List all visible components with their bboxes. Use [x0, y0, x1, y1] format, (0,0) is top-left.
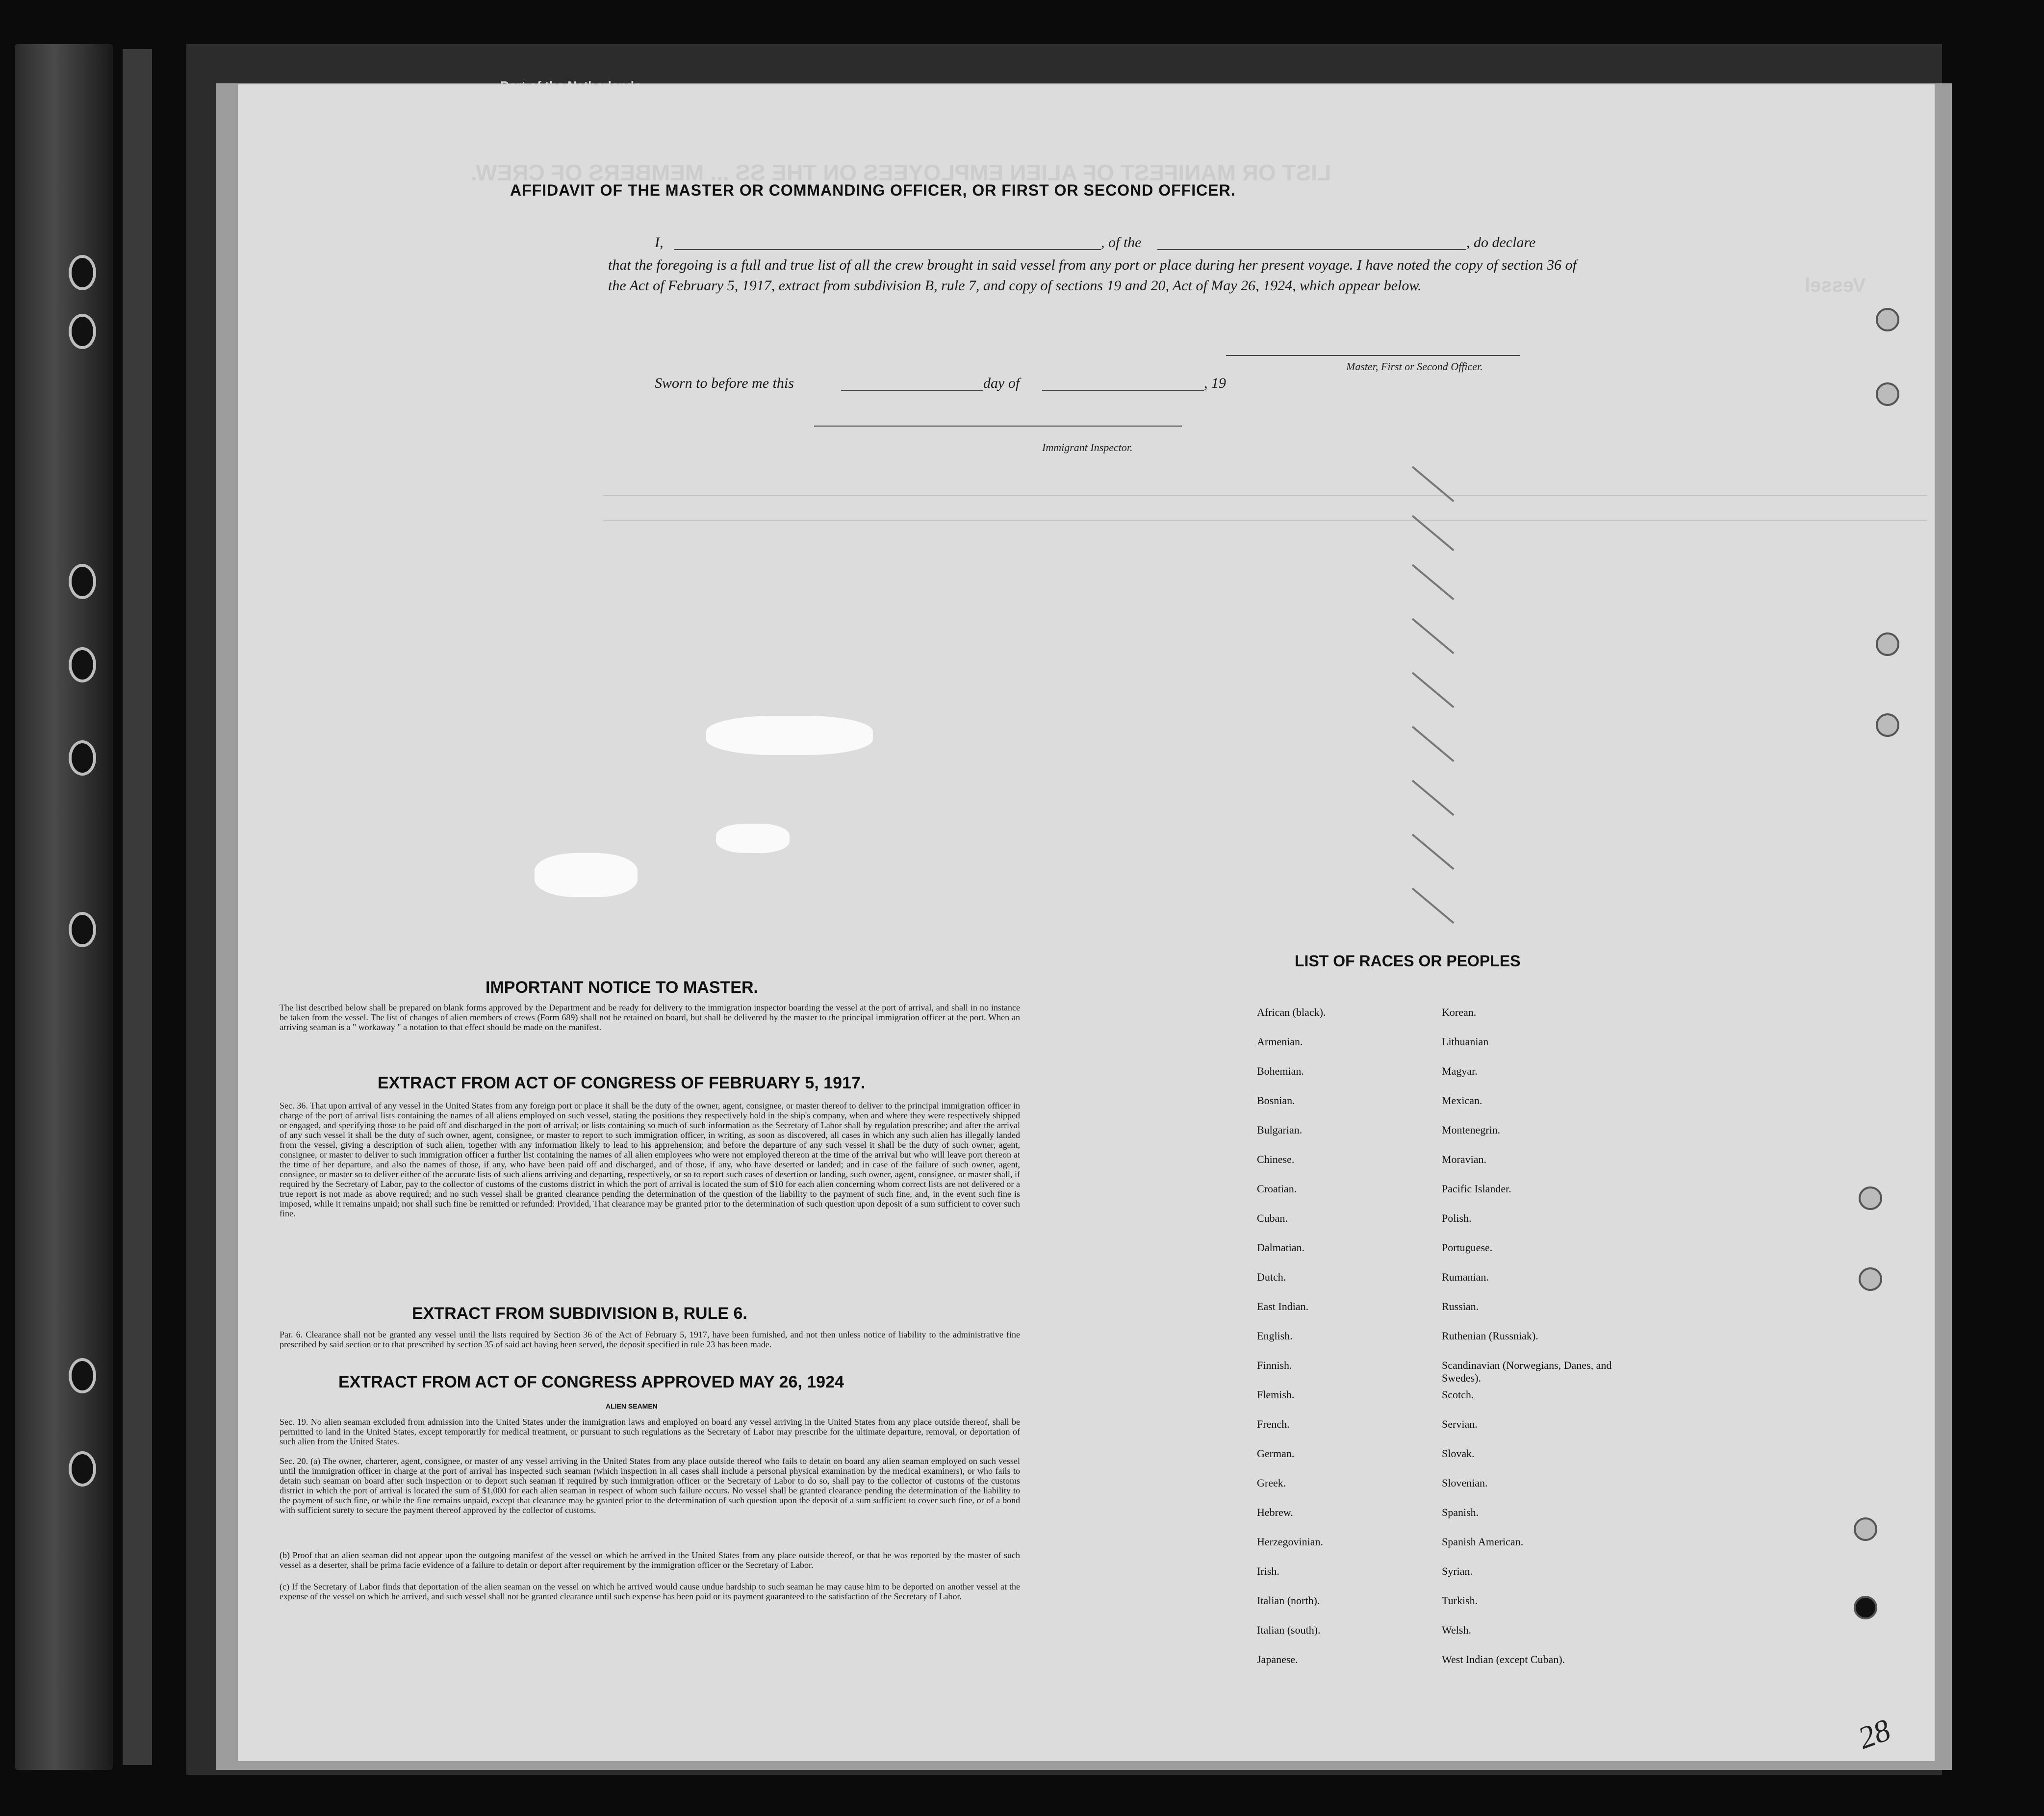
race-right: Ruthenian (Russniak).	[1442, 1330, 1538, 1342]
name-line	[674, 249, 1101, 250]
race-right: Slovenian.	[1442, 1477, 1488, 1489]
race-left: Japanese.	[1257, 1653, 1298, 1665]
affidavit-text: that the foregoing is a full and true list of all the crew brought in said vessel from any port or place during her present voyage. I have noted the copy of section 36 of the Act of February 5, 1917, extract from subdivision B, rule 7, and copy of sections 19 and 20, Act of May 26, 1924, which appear below.	[608, 257, 1577, 294]
binder-hole	[69, 1451, 96, 1487]
race-right: Slovak.	[1442, 1447, 1475, 1460]
extract-1924-sec20b: (b) Proof that an alien seaman did not appear upon the outgoing manifest of the vessel on which he arrived in the United States from any place outside thereof, or that he was reported by the master of such vessel as a deserter, shall be prima facie evidence of a failure to detain or deport after requirement by the immigration officer or the Secretary of Labor.	[280, 1550, 1020, 1570]
race-left: Bohemian.	[1257, 1065, 1304, 1077]
race-right: Turkish.	[1442, 1594, 1478, 1607]
year-label: , 19	[1204, 375, 1226, 391]
race-left: Hebrew.	[1257, 1506, 1293, 1518]
notice-title: IMPORTANT NOTICE TO MASTER.	[485, 978, 758, 997]
binder-hole	[69, 912, 96, 947]
bleed-through-header: LIST OR MANIFEST OF ALIEN EMPLOYEES ON THE SS ... MEMBERS OF CREW.	[471, 160, 1331, 185]
race-left: Italian (north).	[1257, 1594, 1320, 1607]
paper-damage	[535, 853, 638, 897]
punch-hole	[1876, 632, 1899, 656]
affidavit-i: I,	[655, 234, 664, 251]
race-right: Montenegrin.	[1442, 1124, 1501, 1136]
binder-hole	[69, 647, 96, 682]
race-right: Moravian.	[1442, 1153, 1487, 1165]
extract-1917-text: Sec. 36. That upon arrival of any vessel in the United States from any foreign port or place it shall be the duty of the owner, agent, consignee, or master thereof to deliver to the principal immigration officer in charge of the port of arrival lists containing the names of all aliens employed on such vessel, stating the positions they respectively hold in the ship's company, when and where they were respectively shipped or engaged, and specifying those to be paid off and discharged in the port of arrival; or lists containing so much of such information as the Secretary of Labor shall by regulation prescribe; and after the arrival of any such vessel it shall be the duty of such owner, agent, consignee, or master to report to such immigration officer, in writing, as soon as discovered, all cases in which any such alien has illegally landed from the vessel, giving a description of such alien, together with any information likely to lead to his apprehension; and before the departure of any such vessel it shall be the duty of such owner, agent, consignee, or master to deliver to such immigration officer a further list containing the names of all alien employees who were not employed thereon at the time of the arrival but who will leave port thereon at the time of her departure, and also the names of those, if any, who have been paid off and discharged, and of those, if any, who have deserted or landed; and in case of the failure of such owner, agent, consignee, or master so to deliver either of the accurate lists of such aliens arriving and departing, respectively, or so to report such cases of desertion or landing, such owner, agent, consignee, or master shall, if required by the Secretary of Labor, pay to the collector of customs of the customs district in which the port of arrival is located the sum of $10 for each alien concerning whom correct lists are not delivered or a true report is not made as above required; and no such vessel shall be granted clearance pending the determination of the question of the liability to the payment of such fine, and, in the event such fine is imposed, while it remains unpaid; nor shall such fine be remitted or refunded: Provided, That clearance may be granted prior to the determination of such question upon deposit of a sum sufficient to cover such fine.	[280, 1101, 1020, 1218]
race-right: Syrian.	[1442, 1565, 1473, 1577]
race-left: Dalmatian.	[1257, 1241, 1305, 1254]
inspector-signature-line	[814, 426, 1182, 427]
sworn-label: Sworn to before me this	[655, 375, 794, 391]
extract-1917-title: EXTRACT FROM ACT OF CONGRESS OF FEBRUARY 5, 1917.	[378, 1074, 866, 1092]
races-title: LIST OF RACES OR PEOPLES	[1295, 952, 1521, 970]
binder-hole	[69, 564, 96, 599]
race-right: Scotch.	[1442, 1388, 1474, 1401]
race-left: Greek.	[1257, 1477, 1286, 1489]
race-left: Chinese.	[1257, 1153, 1295, 1165]
extract-1924-sec19: Sec. 19. No alien seaman excluded from admission into the United States under the immigration laws and employed on board any vessel arriving in the United States from any place outside thereof, shall be permitted to land in the United States, except temporarily for medical treatment, or pursuant to such regulations as the Secretary of Labor may prescribe for the ultimate departure, removal, or deportation of such alien from the United States.	[280, 1417, 1020, 1446]
page-mark: 28	[1853, 1712, 1895, 1756]
punch-hole	[1876, 382, 1899, 406]
race-right: Magyar.	[1442, 1065, 1478, 1077]
race-right: Welsh.	[1442, 1624, 1471, 1636]
binder-hole	[69, 1358, 96, 1393]
race-left: German.	[1257, 1447, 1295, 1460]
binder-hole	[69, 314, 96, 349]
race-left: Bosnian.	[1257, 1094, 1295, 1107]
race-right: Scandinavian (Norwegians, Danes, and Swedes).	[1442, 1359, 1612, 1384]
race-left: Herzegovinian.	[1257, 1536, 1323, 1548]
sworn-month-line	[1042, 390, 1204, 391]
race-right: Spanish.	[1442, 1506, 1479, 1518]
race-right: Rumanian.	[1442, 1271, 1489, 1283]
affidavit-do-declare: , do declare	[1466, 234, 1536, 251]
paper-damage	[716, 824, 790, 853]
race-right: Pacific Islander.	[1442, 1183, 1511, 1195]
punch-hole	[1859, 1267, 1882, 1291]
punch-hole	[1876, 713, 1899, 737]
race-left: Italian (south).	[1257, 1624, 1321, 1636]
master-signature-line	[1226, 355, 1520, 356]
race-right: Spanish American.	[1442, 1536, 1524, 1548]
race-right: Korean.	[1442, 1006, 1477, 1018]
affidavit-title: AFFIDAVIT OF THE MASTER OR COMMANDING OFFICER, OR FIRST OR SECOND OFFICER.	[510, 181, 1236, 199]
ship-line	[1157, 249, 1466, 250]
race-left: African (black).	[1257, 1006, 1326, 1018]
race-right: Polish.	[1442, 1212, 1472, 1224]
binder-spine	[15, 44, 113, 1770]
binder-hole	[69, 740, 96, 776]
punch-hole	[1854, 1596, 1877, 1619]
extract-1924-sec20c: (c) If the Secretary of Labor finds that deportation of the alien seaman on the vessel on which he arrived would cause undue hardship to such seaman he may cause him to be deported on another vessel at the expense of the vessel on which he arrived, and such vessel shall not be granted clearance until such expense has been paid or its payment guaranteed to the satisfaction of the Secretary of Labor.	[280, 1582, 1020, 1601]
binder-hole	[69, 255, 96, 290]
affidavit-of-the: , of the	[1101, 234, 1142, 251]
race-left: East Indian.	[1257, 1300, 1309, 1312]
punch-hole	[1876, 308, 1899, 331]
day-of-label: day of	[983, 375, 1020, 391]
punch-hole	[1854, 1517, 1877, 1541]
race-right: Servian.	[1442, 1418, 1478, 1430]
extract-rule6-text: Par. 6. Clearance shall not be granted any vessel until the lists required by Section 36 of the Act of February 5, 1917, have been furnished, and not then unless notice of liability to the administrative fine prescribed by said section or to that prescribed by section 35 of said act having been served, the deposit specified in rule 23 has been made.	[280, 1330, 1020, 1349]
race-left: Flemish.	[1257, 1388, 1295, 1401]
paper-damage	[706, 716, 873, 755]
race-left: Finnish.	[1257, 1359, 1292, 1371]
race-left: Dutch.	[1257, 1271, 1286, 1283]
race-right: Mexican.	[1442, 1094, 1482, 1107]
extract-1924-subtitle: ALIEN SEAMEN	[606, 1402, 658, 1410]
master-caption: Master, First or Second Officer.	[1346, 360, 1483, 373]
race-right: Portuguese.	[1442, 1241, 1493, 1254]
sworn-day-line	[841, 390, 983, 391]
race-right: Russian.	[1442, 1300, 1479, 1312]
bleed-through-vessel: Vessel	[1805, 275, 1866, 296]
notice-text: The list described below shall be prepared on blank forms approved by the Department and be ready for delivery to the immigration inspector boarding the vessel at the port of arrival, and shall in no instance be taken from the vessel. The list of changes of alien members of crews (Form 689) shall not be retained on board, but shall be delivered by the master to the principal immigration officer at the port. When an arriving seaman is a " workaway " a notation to that effect should be made on the manifest.	[280, 1003, 1020, 1032]
race-left: English.	[1257, 1330, 1293, 1342]
punch-hole	[1859, 1186, 1882, 1210]
extract-1924-title: EXTRACT FROM ACT OF CONGRESS APPROVED MAY 26, 1924	[338, 1373, 844, 1391]
binder-strip	[123, 49, 152, 1765]
race-left: Armenian.	[1257, 1035, 1303, 1048]
race-left: Bulgarian.	[1257, 1124, 1303, 1136]
race-left: Croatian.	[1257, 1183, 1297, 1195]
race-left: Cuban.	[1257, 1212, 1288, 1224]
race-left: French.	[1257, 1418, 1290, 1430]
race-right: Lithuanian	[1442, 1035, 1489, 1048]
race-left: Irish.	[1257, 1565, 1279, 1577]
extract-1924-sec20a: Sec. 20. (a) The owner, charterer, agent, consignee, or master of any vessel arriving in the United States from any place outside thereof who fails to detain on board any alien seaman employed on such vessel until the immigration officer in charge at the port of arrival has inspected such seaman (which inspection in all cases shall include a personal physical examination by the medical examiners), or who fails to detain such seaman on board after such inspection or to deport such seaman if required by such immigration officer or the Secretary of Labor to do so, shall pay to the collector of customs of the customs district in which the port of arrival is located the sum of $1,000 for each alien seaman in respect of whom such failure occurs. No vessel shall be granted clearance pending the determination of the liability to the payment of such fine, or while the fine remains unpaid, except that clearance may be granted prior to the determination of such question upon the deposit of a sum sufficient to cover such fine, or of a bond with sufficient surety to secure the payment thereof approved by the collector of customs.	[280, 1456, 1020, 1515]
race-right: West Indian (except Cuban).	[1442, 1653, 1565, 1665]
inspector-caption: Immigrant Inspector.	[1042, 441, 1133, 454]
extract-rule6-title: EXTRACT FROM SUBDIVISION B, RULE 6.	[412, 1304, 747, 1323]
ghost-rule	[603, 495, 1927, 496]
ghost-rule	[603, 520, 1927, 521]
